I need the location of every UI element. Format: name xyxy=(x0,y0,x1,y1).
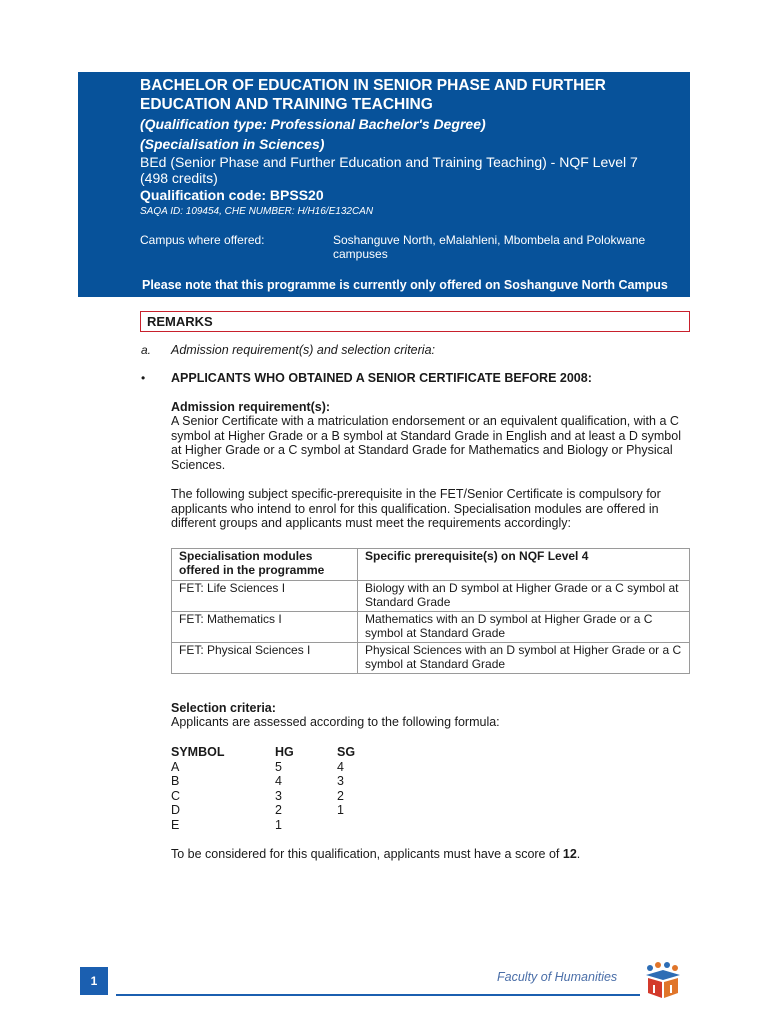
table-header-modules: Specialisation modules offered in the programme xyxy=(172,549,358,581)
item-a-marker: a. xyxy=(141,343,152,357)
sg-cell: 4 xyxy=(337,759,344,774)
hg-cell: 3 xyxy=(275,788,282,803)
table-cell-module: FET: Life Sciences I xyxy=(172,581,358,612)
item-a-text: Admission requirement(s) and selection criteria: xyxy=(171,343,435,357)
qualification-title-line1: BACHELOR OF EDUCATION IN SENIOR PHASE AND FURTHER xyxy=(140,77,606,94)
footer-divider xyxy=(116,994,640,996)
page-number: 1 xyxy=(80,967,108,995)
sg-cell: 1 xyxy=(337,803,344,817)
symbol-cell: C xyxy=(171,788,181,803)
table-row xyxy=(172,612,690,643)
symbol-row xyxy=(171,760,377,775)
remarks-heading: REMARKS xyxy=(140,311,690,332)
symbol-cell: E xyxy=(171,817,180,832)
symbol-row xyxy=(171,818,377,833)
table-cell-module: FET: Physical Sciences I xyxy=(172,643,358,674)
symbol-row xyxy=(171,774,377,789)
table-cell-prereq: Physical Sciences with an D symbol at Higher Grade or a C symbol at Standard Grade xyxy=(358,643,690,674)
symbol-header: SYMBOL xyxy=(171,745,225,759)
hg-cell: 1 xyxy=(275,817,282,832)
symbol-header-row xyxy=(171,745,377,760)
table-cell-prereq: Mathematics with an D symbol at Higher Grade or a C symbol at Standard Grade xyxy=(358,612,690,643)
hg-cell: 4 xyxy=(275,774,282,788)
bullet-heading: APPLICANTS WHO OBTAINED A SENIOR CERTIFICATE BEFORE 2008: xyxy=(171,371,592,385)
sg-cell: 3 xyxy=(337,774,344,788)
prerequisite-text: The following subject specific-prerequisite in the FET/Senior Certificate is compulsory for applicants who intend to enrol for this qualification. Specialisation modules are offered in different groups and applicants must meet the requirements accordingly: xyxy=(171,487,661,530)
symbol-table xyxy=(171,745,377,832)
symbol-row xyxy=(171,789,377,804)
bed-description-line1: BEd (Senior Phase and Further Education and Training Teaching) - NQF Level 7 xyxy=(140,154,638,170)
campus-label: Campus where offered: xyxy=(140,233,265,247)
campus-row xyxy=(140,233,680,261)
table-row xyxy=(172,643,690,674)
hg-cell: 2 xyxy=(275,803,282,817)
table-header-prereq: Specific prerequisite(s) on NQF Level 4 xyxy=(358,549,690,581)
table-cell-module: FET: Mathematics I xyxy=(172,612,358,643)
university-logo-icon xyxy=(640,960,686,1000)
table-row xyxy=(172,581,690,612)
campus-note: Please note that this programme is currently only offered on Soshanguve North Campus xyxy=(142,278,668,292)
selection-heading: Selection criteria: xyxy=(171,701,276,715)
table-cell-prereq: Biology with an D symbol at Higher Grade or a C symbol at Standard Grade xyxy=(358,581,690,612)
sg-cell: 2 xyxy=(337,788,344,803)
prerequisite-table xyxy=(171,548,690,674)
score-text-prefix: To be considered for this qualification, applicants must have a score of xyxy=(171,847,563,861)
hg-cell: 5 xyxy=(275,759,282,774)
saqa-id: SAQA ID: 109454, CHE NUMBER: H/H16/E132CAN xyxy=(140,206,374,217)
symbol-cell: A xyxy=(171,759,180,774)
campus-value: Soshanguve North, eMalahleni, Mbombela and Polokwane campuses xyxy=(333,233,646,261)
qualification-header xyxy=(78,72,690,297)
qualification-code: Qualification code: BPSS20 xyxy=(140,187,324,203)
symbol-row xyxy=(171,803,377,818)
sg-header: SG xyxy=(337,745,356,759)
sg-cell xyxy=(337,818,377,833)
admission-text: A Senior Certificate with a matriculation endorsement or an equivalent qualification, with a C symbol at Higher Grade or a B symbol at Standard Grade in English and at least a D symbol at Higher Grade or a C symbol at Standard Grade for Mathematics and Biology or Physical Sciences. xyxy=(171,414,681,472)
score-value: 12 xyxy=(562,847,577,861)
faculty-name: Faculty of Humanities xyxy=(497,970,618,984)
bed-description-line2: (498 credits) xyxy=(140,170,218,186)
symbol-cell: D xyxy=(171,803,181,817)
hg-header: HG xyxy=(275,745,294,759)
bullet-marker: • xyxy=(141,371,146,385)
score-requirement xyxy=(171,847,580,862)
specialisation: (Specialisation in Sciences) xyxy=(140,136,325,152)
symbol-cell: B xyxy=(171,774,180,788)
admission-heading: Admission requirement(s): xyxy=(171,400,331,414)
score-text-suffix: . xyxy=(576,847,581,861)
qualification-title-line2: EDUCATION AND TRAINING TEACHING xyxy=(140,96,433,113)
selection-text: Applicants are assessed according to the following formula: xyxy=(171,715,500,729)
table-header-row xyxy=(172,549,690,581)
qualification-type: (Qualification type: Professional Bachelor's Degree) xyxy=(140,116,486,132)
